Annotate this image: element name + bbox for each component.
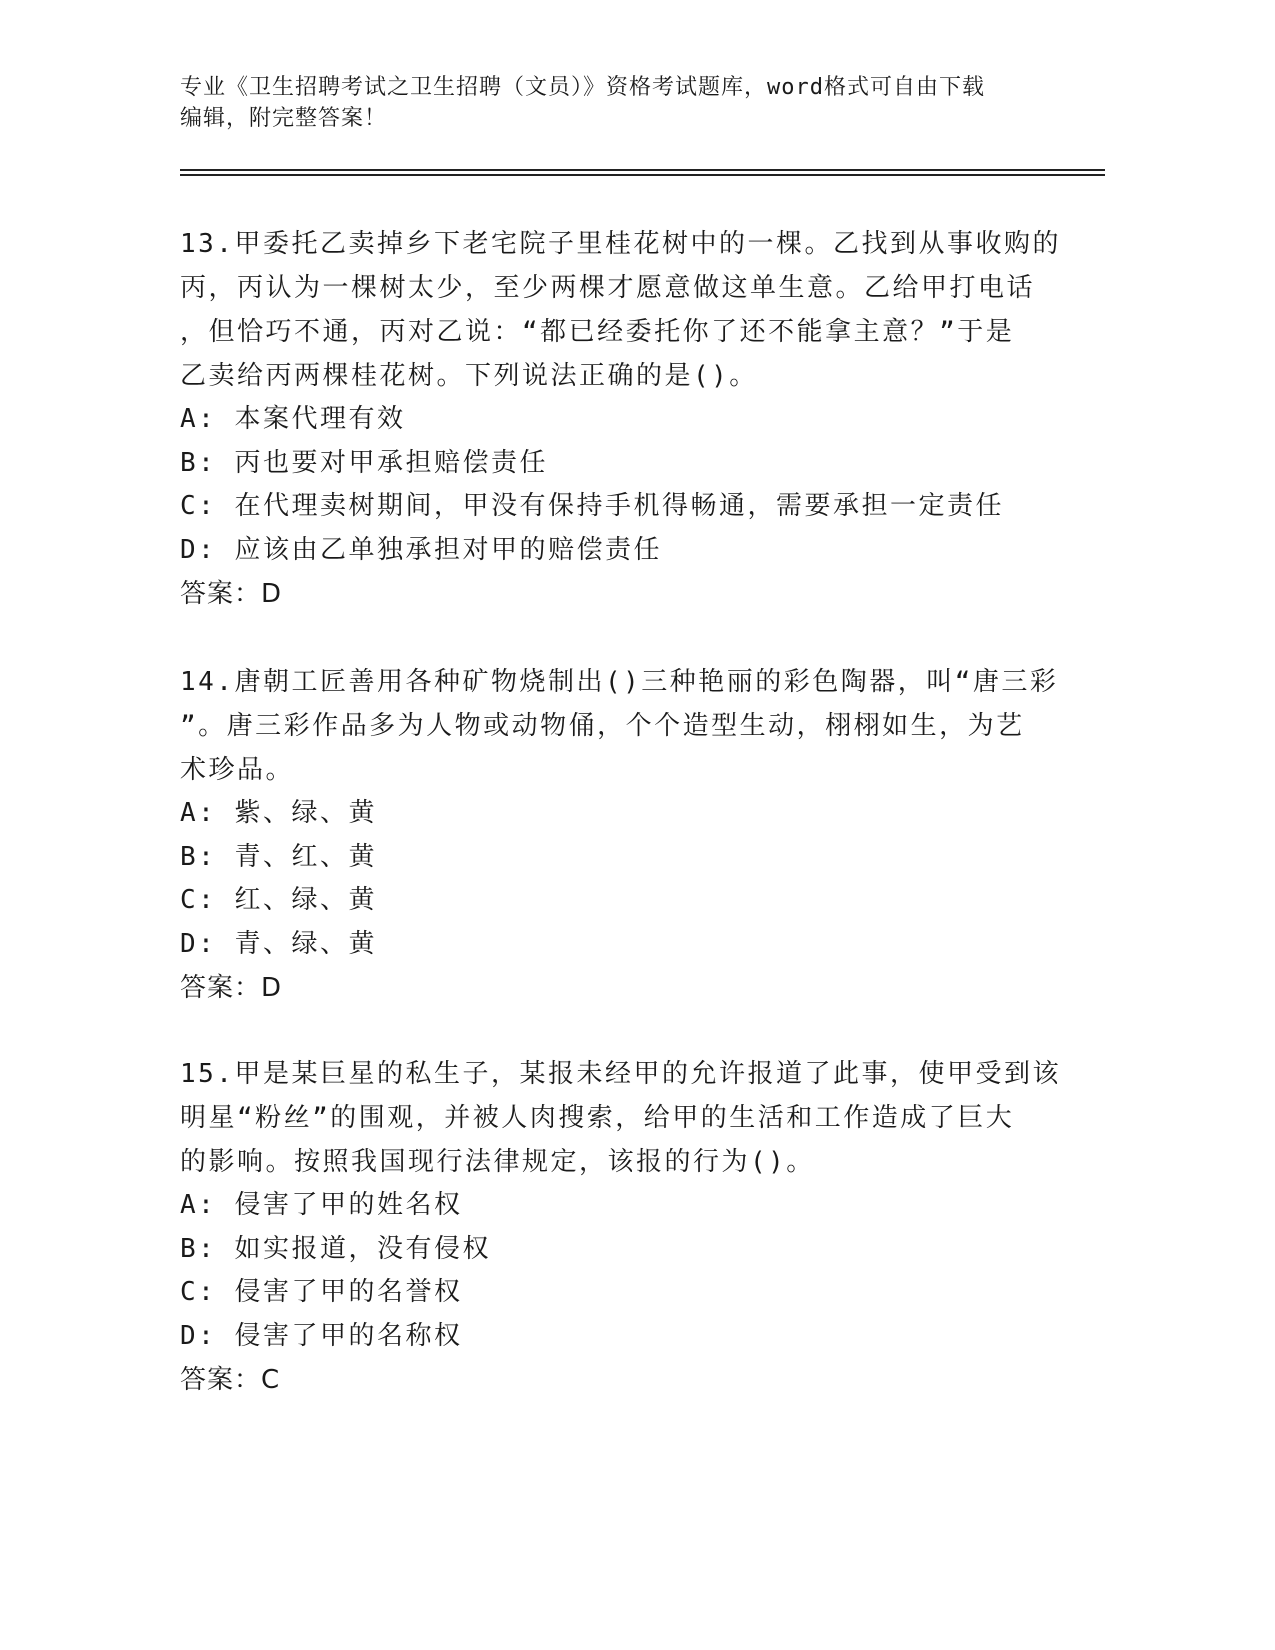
header-divider-bottom bbox=[180, 174, 1105, 176]
question-text-line: 术珍品。 bbox=[180, 755, 295, 785]
answer: 答案：D bbox=[180, 973, 283, 1003]
question-text-line: 明星“粉丝”的围观，并被人肉搜索，给甲的生活和工作造成了巨大 bbox=[180, 1103, 1015, 1133]
question-text-line: 乙卖给丙两棵桂花树。下列说法正确的是()。 bbox=[180, 361, 758, 391]
header-line: 专业《卫生招聘考试之卫生招聘（文员）》资格考试题库，word格式可自由下载 bbox=[180, 75, 985, 100]
option-c: C: 在代理卖树期间，甲没有保持手机得畅通，需要承担一定责任 bbox=[180, 491, 1004, 521]
option-c: C: 侵害了甲的名誉权 bbox=[180, 1277, 463, 1307]
question-text-line: 的影响。按照我国现行法律规定，该报的行为()。 bbox=[180, 1147, 815, 1177]
header-line: 编辑，附完整答案！ bbox=[180, 106, 388, 131]
question-text-line: 14.唐朝工匠善用各种矿物烧制出()三种艳丽的彩色陶器，叫“唐三彩 bbox=[180, 667, 1059, 697]
question-text-line: ，但恰巧不通，丙对乙说：“都已经委托你了还不能拿主意？”于是 bbox=[180, 317, 1015, 347]
question-15 bbox=[180, 1052, 1060, 1402]
option-b: B: 青、红、黄 bbox=[180, 841, 377, 872]
answer: 答案：D bbox=[180, 579, 283, 609]
document-header bbox=[180, 72, 1060, 134]
option-b: B: 如实报道，没有侵权 bbox=[180, 1233, 491, 1264]
question-13 bbox=[180, 222, 1060, 616]
option-a: A: 本案代理有效 bbox=[180, 404, 406, 434]
question-text-line: ”。唐三彩作品多为人物或动物俑，个个造型生动，栩栩如生，为艺 bbox=[180, 711, 1025, 741]
option-c: C: 红、绿、黄 bbox=[180, 885, 377, 915]
option-a: A: 侵害了甲的姓名权 bbox=[180, 1190, 463, 1220]
question-14 bbox=[180, 660, 1060, 1010]
answer: 答案：C bbox=[180, 1365, 281, 1395]
option-b: B: 丙也要对甲承担赔偿责任 bbox=[180, 447, 548, 478]
option-d: D: 侵害了甲的名称权 bbox=[180, 1320, 463, 1351]
option-d: D: 应该由乙单独承担对甲的赔偿责任 bbox=[180, 534, 662, 565]
question-text-line: 15.甲是某巨星的私生子，某报未经甲的允许报道了此事，使甲受到该 bbox=[180, 1059, 1061, 1089]
option-a: A: 紫、绿、黄 bbox=[180, 798, 377, 828]
question-text-line: 丙，丙认为一棵树太少，至少两棵才愿意做这单生意。乙给甲打电话 bbox=[180, 273, 1036, 303]
header-divider-top bbox=[180, 169, 1105, 171]
question-text-line: 13.甲委托乙卖掉乡下老宅院子里桂花树中的一棵。乙找到从事收购的 bbox=[180, 229, 1061, 259]
option-d: D: 青、绿、黄 bbox=[180, 928, 377, 959]
